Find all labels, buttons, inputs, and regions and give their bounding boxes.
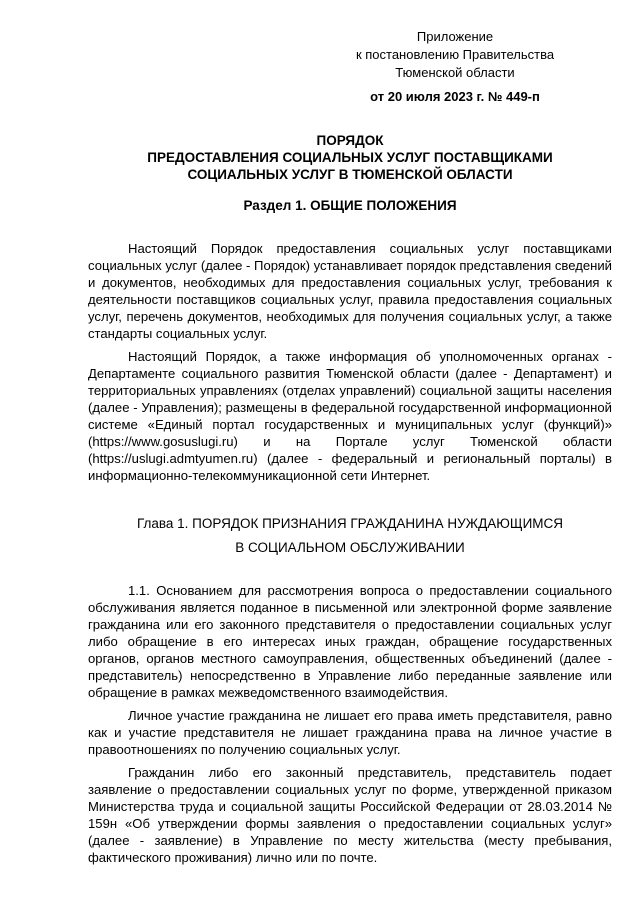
chapter-heading-line-1: Глава 1. ПОРЯДОК ПРИЗНАНИЯ ГРАЖДАНИНА НУЖДАЮЩИМСЯ xyxy=(136,516,564,531)
document-title xyxy=(88,132,612,183)
title-line-3: СОЦИАЛЬНЫХ УСЛУГ В ТЮМЕНСКОЙ ОБЛАСТИ xyxy=(187,167,513,182)
section-heading: Раздел 1. ОБЩИЕ ПОЛОЖЕНИЯ xyxy=(243,198,457,213)
paragraph: Личное участие гражданина не лишает его права иметь представителя, равно как и участие представителя не лишает гражданина права на личное участие в правоотношениях по получению социальных услуг. xyxy=(88,708,612,757)
title-line-1: ПОРЯДОК xyxy=(316,133,384,148)
paragraph: Настоящий Порядок, а также информация об уполномоченных органах - Департаменте социального развития Тюменской области (далее - Департамент) и территориальных управлениях (отделах управлений) социальной защиты населения (далее - Управления); размещены в федеральной государственной информационной системе «Единый портал государственных и муниципальных услуг (функций)» (https://www.gosuslugi.ru) и на Портале услуг Тюменской области (https://uslugi.admtyumen.ru) (далее - федеральный и региональный порталы) в информационно-телекоммуникационной сети Интернет. xyxy=(88,349,612,483)
paragraph: 1.1. Основанием для рассмотрения вопроса о предоставлении социального обслуживания является поданное в письменной или электронной форме заявление гражданина или его законного представителя о предоставлении социальных услуг либо обращение в его интересах иных граждан, обращение государственных органов, органов местного самоуправления, общественных объединений (далее - представитель) непосредственно в Управление либо переданные заявление или обращение в рамках межведомственного взаимодействия. xyxy=(88,583,612,700)
resolution-date-number: от 20 июля 2023 г. № 449-п xyxy=(370,89,540,104)
chapter-heading xyxy=(88,512,612,560)
section-body xyxy=(88,240,612,490)
resolution-reference: к постановлению Правительства xyxy=(355,47,555,62)
appendix-header xyxy=(325,28,585,106)
chapter-heading-line-2: В СОЦИАЛЬНОМ ОБСЛУЖИВАНИИ xyxy=(235,540,465,555)
paragraph: Настоящий Порядок предоставления социальных услуг поставщиками социальных услуг (далее - Порядок) устанавливает порядок представления сведений и документов, необходимых для предоставления социальных услуг, требования к деятельности поставщиков социальных услуг, правила предоставления социальных услуг, перечень документов, необходимых для получения социальных услуг, а также стандарты социальных услуг. xyxy=(88,241,612,341)
title-line-2: ПРЕДОСТАВЛЕНИЯ СОЦИАЛЬНЫХ УСЛУГ ПОСТАВЩИКАМИ xyxy=(147,150,553,165)
region-name: Тюменской области xyxy=(395,65,515,80)
chapter-body xyxy=(88,582,612,872)
paragraph: Гражданин либо его законный представитель, представитель подает заявление о предоставлении социальных услуг по форме, утвержденной приказом Министерства труда и социальной защиты Российской Федерации от 28.03.2014 № 159н «Об утверждении формы заявления о предоставлении социальных услуг» (далее - заявление) в Управление по месту жительства (месту пребывания, фактического проживания) лично или по почте. xyxy=(88,765,612,865)
appendix-label: Приложение xyxy=(416,29,494,44)
